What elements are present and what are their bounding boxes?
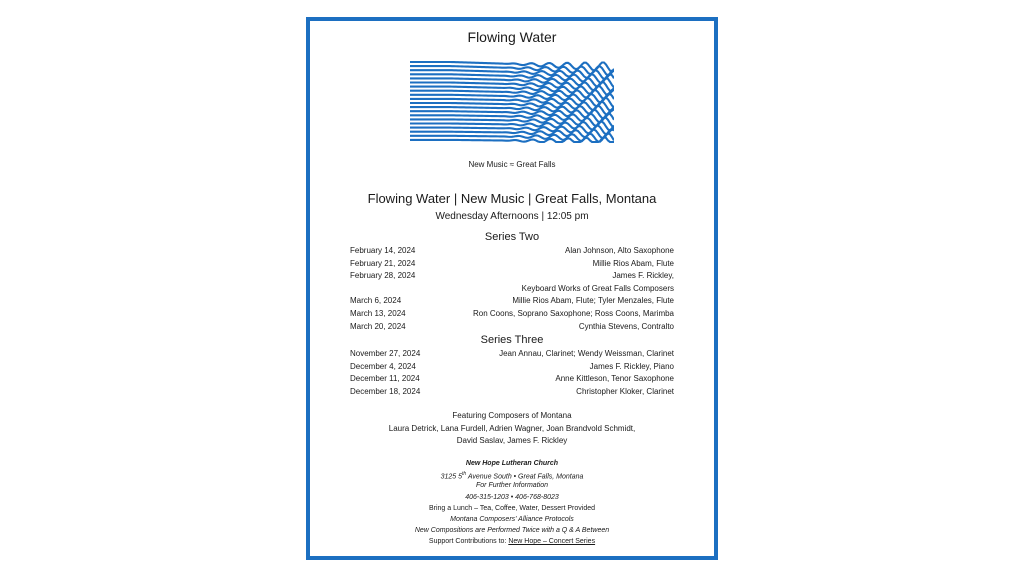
composers-list: David Saslav, James F. Rickley	[456, 436, 568, 445]
schedule-row	[350, 348, 674, 361]
schedule-performer: Millie Rios Abam, Flute	[592, 258, 674, 268]
schedule-row	[350, 270, 674, 283]
headline: Flowing Water | New Music | Great Falls, Montana	[367, 191, 657, 206]
schedule-date: March 6, 2024	[350, 296, 402, 306]
phone-numbers: 406-315-1203 • 406-768-8023	[465, 493, 559, 501]
schedule-performer: Millie Rios Abam, Flute; Tyler Menzales, Flute	[512, 296, 674, 306]
schedule-row	[350, 321, 674, 334]
schedule-date: March 13, 2024	[350, 308, 406, 318]
tagline: New Music ≈ Great Falls	[468, 160, 556, 169]
support-line: Support Contributions to: New Hope – Concert Series	[428, 538, 596, 546]
schedule-row	[350, 361, 674, 374]
schedule-subhead: Wednesday Afternoons | 12:05 pm	[435, 211, 589, 222]
schedule-row	[350, 308, 674, 321]
schedule-performer: Christopher Kloker, Clarinet	[576, 386, 674, 396]
composers-section	[310, 410, 714, 448]
schedule-row	[350, 373, 674, 386]
series-three-title: Series Three	[480, 334, 544, 346]
schedule-date: February 28, 2024	[350, 271, 416, 281]
schedule-row	[350, 386, 674, 399]
venue-section	[310, 458, 714, 548]
performance-note: New Compositions are Performed Twice with a Q & A Between	[414, 527, 610, 535]
support-link[interactable]: New Hope – Concert Series	[508, 538, 596, 546]
schedule-date: December 4, 2024	[350, 361, 416, 371]
venue-name: New Hope Lutheran Church	[465, 460, 559, 467]
schedule-row	[350, 245, 674, 258]
schedule-performer: Anne Kittleson, Tenor Saxophone	[555, 374, 674, 384]
schedule-date: March 20, 2024	[350, 321, 406, 331]
composers-list: Laura Detrick, Lana Furdell, Adrien Wagner, Joan Brandvold Schmidt,	[388, 423, 636, 433]
schedule-date: February 14, 2024	[350, 246, 416, 255]
wave-line	[410, 137, 614, 142]
info-label: For Further Information	[476, 482, 548, 490]
series-three-schedule	[350, 348, 674, 398]
schedule-date: February 21, 2024	[350, 258, 416, 268]
schedule-date: November 27, 2024	[350, 349, 421, 358]
schedule-performer: James F. Rickley, Piano	[589, 361, 674, 371]
series-two-title: Series Two	[484, 231, 540, 243]
schedule-performer: Cynthia Stevens, Contralto	[578, 321, 674, 331]
flyer-page	[306, 17, 718, 560]
schedule-performer: Keyboard Works of Great Falls Composers	[521, 283, 674, 293]
schedule-date: December 11, 2024	[350, 374, 420, 384]
schedule-performer: James F. Rickley,	[612, 271, 674, 281]
schedule-row	[350, 295, 674, 308]
schedule-performer: Alan Johnson, Alto Saxophone	[565, 246, 674, 255]
flowing-water-waves-image	[410, 59, 614, 143]
schedule-performer: Jean Annau, Clarinet; Wendy Weissman, Clarinet	[499, 349, 674, 358]
schedule-row	[350, 283, 674, 296]
schedule-date: December 18, 2024	[350, 386, 421, 396]
schedule-row	[350, 258, 674, 271]
flyer-title: Flowing Water	[467, 29, 557, 45]
protocols-note: Montana Composers' Alliance Protocols	[450, 515, 574, 523]
venue-address: 3125 5th Avenue South • Great Falls, Montana	[440, 471, 584, 481]
composers-heading: Featuring Composers of Montana	[452, 411, 572, 420]
schedule-performer: Ron Coons, Soprano Saxophone; Ross Coons, Marimba	[473, 308, 674, 318]
lunch-note: Bring a Lunch – Tea, Coffee, Water, Dessert Provided	[428, 504, 596, 512]
series-two-schedule	[350, 245, 674, 333]
